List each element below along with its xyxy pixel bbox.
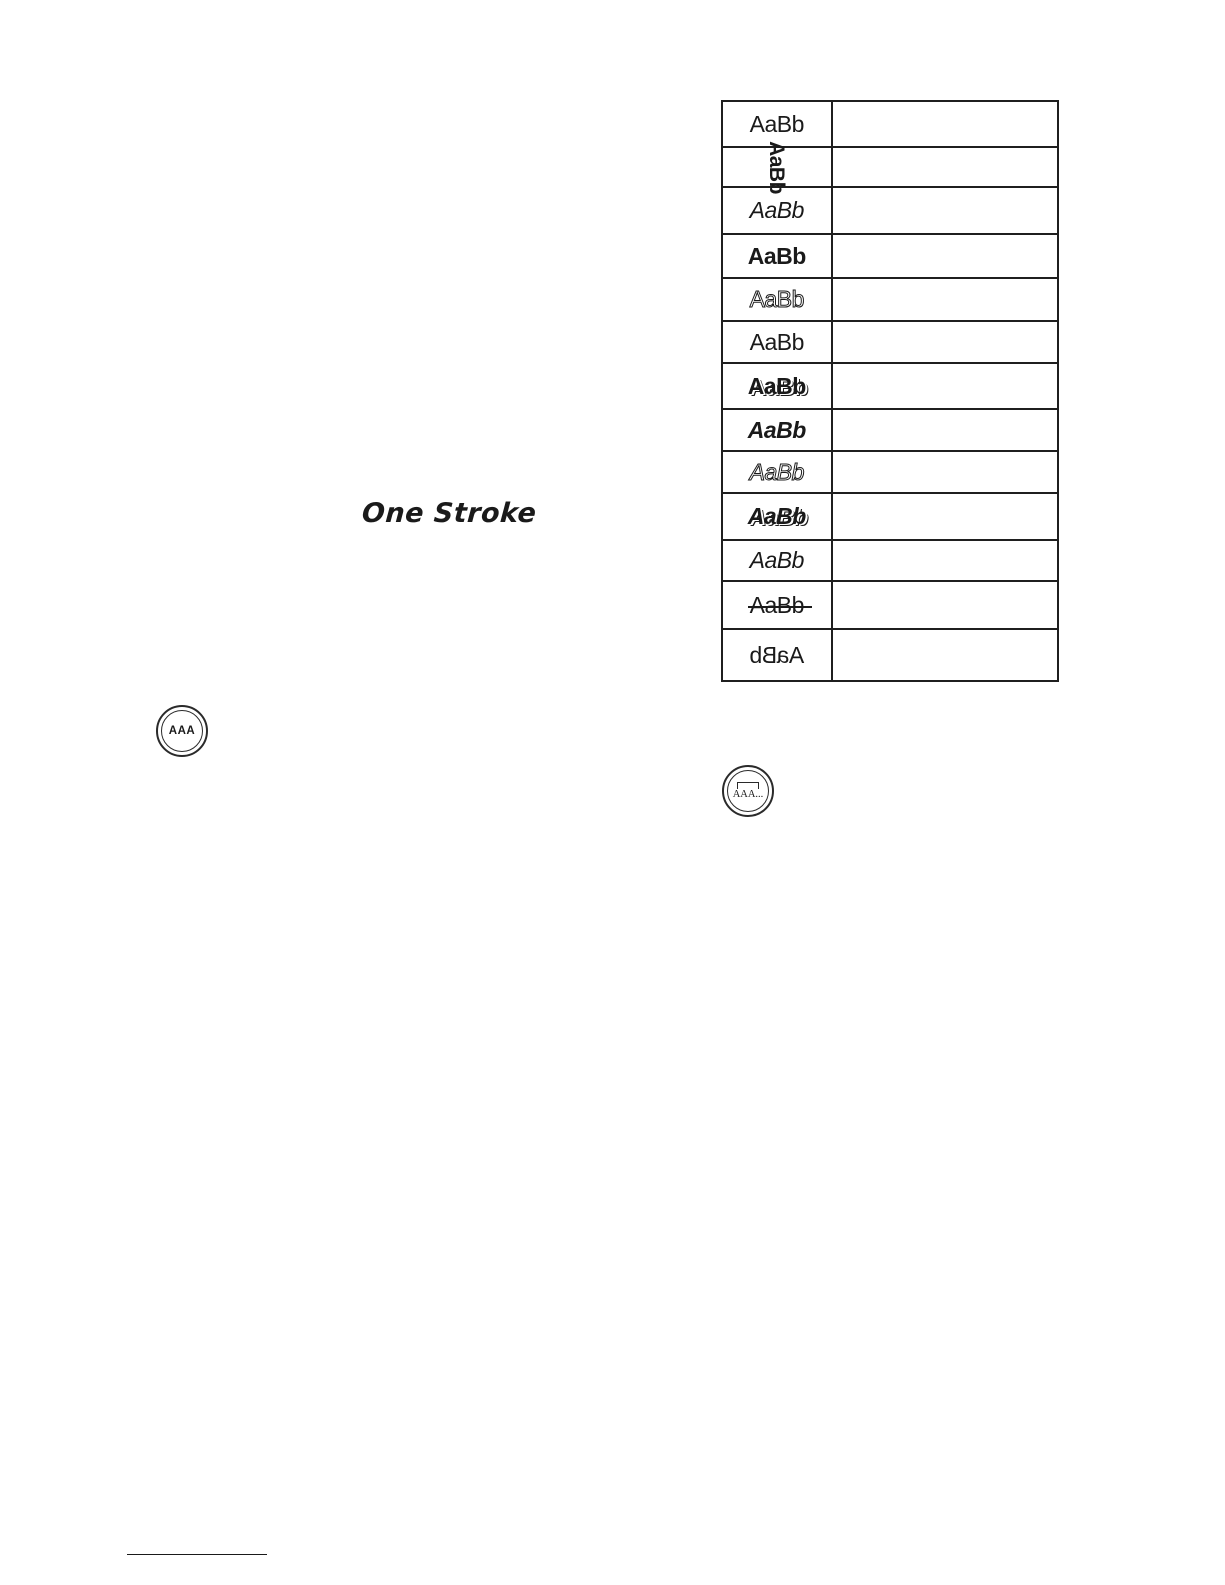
width-bracket-icon — [737, 782, 759, 789]
style-sample-normal-alt: AaBb — [749, 328, 804, 355]
style-sample-shadow: AaBb — [747, 372, 806, 399]
style-key-icon — [156, 705, 208, 757]
table-row — [722, 451, 1058, 493]
width-key-label: AAA... — [732, 789, 764, 800]
style-sample-italic-alt: AaBb — [749, 547, 804, 573]
style-sample-bold-italic: AaBb — [747, 416, 806, 443]
text-style-table — [721, 100, 1059, 682]
table-row — [722, 581, 1058, 629]
table-row — [722, 493, 1058, 540]
style-sample-normal: AaBb — [749, 110, 804, 137]
table-row — [722, 278, 1058, 321]
font-name-one-stroke: One Stroke — [360, 498, 538, 529]
table-row — [722, 629, 1058, 681]
style-sample-vertical: AaBb — [765, 140, 789, 194]
table-row — [722, 187, 1058, 234]
table-row — [722, 409, 1058, 451]
footnote-rule — [127, 1554, 267, 1555]
label-width-key-icon — [722, 765, 774, 817]
style-sample-outline: AaBb — [749, 286, 804, 312]
table-row — [722, 234, 1058, 278]
style-sample-strikethrough: AaBb — [749, 591, 804, 618]
style-key-label: AAA — [168, 725, 196, 737]
table-row — [722, 147, 1058, 187]
table-row — [722, 363, 1058, 409]
style-sample-outline-italic: AaBb — [749, 458, 804, 485]
table-row — [722, 321, 1058, 363]
style-sample-mirror: AaBb — [749, 641, 804, 668]
style-sample-shadow-italic: AaBb — [747, 503, 806, 529]
style-sample-bold: AaBb — [747, 242, 806, 269]
table-row — [722, 540, 1058, 581]
style-sample-italic: AaBb — [749, 197, 804, 223]
